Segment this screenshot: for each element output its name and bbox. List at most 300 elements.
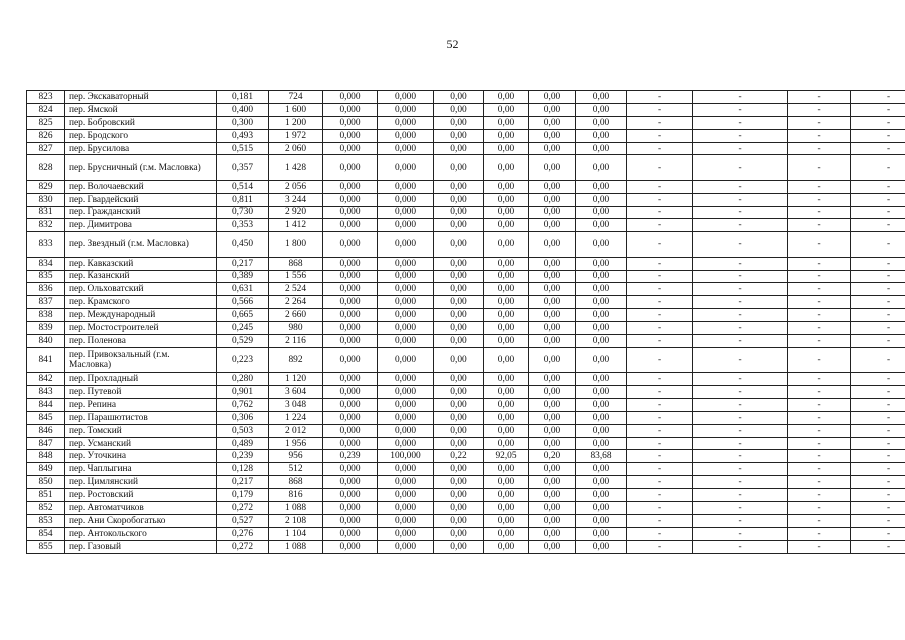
cell-area: 2 920 bbox=[269, 206, 323, 219]
cell-val-a: 0,000 bbox=[323, 502, 378, 515]
cell-area: 1 088 bbox=[269, 540, 323, 553]
cell-col-14: - bbox=[851, 296, 905, 309]
cell-street-name: пер. Звездный (г.м. Масловка) bbox=[65, 232, 217, 257]
cell-col-14: - bbox=[851, 309, 905, 322]
cell-street-name: пер. Крамского bbox=[65, 296, 217, 309]
table-row bbox=[27, 347, 905, 372]
cell-val-d: 0,00 bbox=[484, 424, 529, 437]
cell-col-13: - bbox=[788, 283, 851, 296]
cell-val-a: 0,000 bbox=[323, 463, 378, 476]
cell-val-c: 0,00 bbox=[434, 411, 484, 424]
cell-val-e: 0,00 bbox=[529, 398, 576, 411]
cell-col-13: - bbox=[788, 91, 851, 104]
cell-length-km: 0,179 bbox=[217, 489, 269, 502]
cell-area: 892 bbox=[269, 347, 323, 372]
cell-street-name: пер. Мостостроителей bbox=[65, 322, 217, 335]
cell-length-km: 0,493 bbox=[217, 129, 269, 142]
cell-val-b: 0,000 bbox=[378, 489, 434, 502]
cell-street-name: пер. Международный bbox=[65, 309, 217, 322]
table-row bbox=[27, 206, 905, 219]
cell-col-13: - bbox=[788, 270, 851, 283]
cell-col-14: - bbox=[851, 386, 905, 399]
cell-col-11: - bbox=[627, 540, 693, 553]
cell-val-f: 0,00 bbox=[576, 514, 627, 527]
cell-val-f: 0,00 bbox=[576, 129, 627, 142]
cell-length-km: 0,181 bbox=[217, 91, 269, 104]
cell-val-f: 0,00 bbox=[576, 180, 627, 193]
cell-val-a: 0,000 bbox=[323, 476, 378, 489]
cell-val-d: 0,00 bbox=[484, 386, 529, 399]
cell-area: 868 bbox=[269, 476, 323, 489]
cell-length-km: 0,811 bbox=[217, 193, 269, 206]
cell-area: 1 972 bbox=[269, 129, 323, 142]
cell-col-11: - bbox=[627, 334, 693, 347]
cell-length-km: 0,762 bbox=[217, 398, 269, 411]
cell-col-14: - bbox=[851, 398, 905, 411]
cell-val-a: 0,000 bbox=[323, 206, 378, 219]
cell-row-number: 854 bbox=[27, 527, 65, 540]
cell-col-12: - bbox=[693, 103, 788, 116]
cell-row-number: 832 bbox=[27, 219, 65, 232]
cell-col-11: - bbox=[627, 373, 693, 386]
cell-col-14: - bbox=[851, 129, 905, 142]
cell-val-b: 0,000 bbox=[378, 219, 434, 232]
cell-area: 868 bbox=[269, 257, 323, 270]
cell-street-name: пер. Казанский bbox=[65, 270, 217, 283]
cell-row-number: 852 bbox=[27, 502, 65, 515]
cell-val-c: 0,00 bbox=[434, 142, 484, 155]
cell-val-f: 0,00 bbox=[576, 232, 627, 257]
cell-val-f: 0,00 bbox=[576, 206, 627, 219]
cell-val-d: 0,00 bbox=[484, 463, 529, 476]
cell-col-11: - bbox=[627, 270, 693, 283]
cell-val-a: 0,000 bbox=[323, 91, 378, 104]
cell-val-b: 100,000 bbox=[378, 450, 434, 463]
cell-col-14: - bbox=[851, 103, 905, 116]
cell-area: 2 056 bbox=[269, 180, 323, 193]
cell-val-f: 0,00 bbox=[576, 283, 627, 296]
cell-col-12: - bbox=[693, 283, 788, 296]
cell-val-e: 0,00 bbox=[529, 527, 576, 540]
cell-val-e: 0,00 bbox=[529, 296, 576, 309]
cell-area: 1 800 bbox=[269, 232, 323, 257]
cell-val-c: 0,00 bbox=[434, 386, 484, 399]
table-row bbox=[27, 129, 905, 142]
cell-row-number: 855 bbox=[27, 540, 65, 553]
cell-val-f: 0,00 bbox=[576, 386, 627, 399]
cell-col-12: - bbox=[693, 296, 788, 309]
table-row bbox=[27, 116, 905, 129]
cell-val-f: 0,00 bbox=[576, 257, 627, 270]
cell-area: 3 604 bbox=[269, 386, 323, 399]
cell-val-d: 0,00 bbox=[484, 476, 529, 489]
cell-col-14: - bbox=[851, 232, 905, 257]
cell-col-14: - bbox=[851, 155, 905, 180]
cell-val-e: 0,00 bbox=[529, 437, 576, 450]
cell-col-14: - bbox=[851, 116, 905, 129]
cell-row-number: 841 bbox=[27, 347, 65, 372]
cell-col-14: - bbox=[851, 347, 905, 372]
cell-col-11: - bbox=[627, 450, 693, 463]
cell-val-d: 0,00 bbox=[484, 103, 529, 116]
cell-val-c: 0,22 bbox=[434, 450, 484, 463]
table-row bbox=[27, 155, 905, 180]
cell-col-11: - bbox=[627, 386, 693, 399]
cell-col-11: - bbox=[627, 411, 693, 424]
cell-val-e: 0,00 bbox=[529, 270, 576, 283]
cell-street-name: пер. Гвардейский bbox=[65, 193, 217, 206]
cell-col-11: - bbox=[627, 103, 693, 116]
cell-length-km: 0,223 bbox=[217, 347, 269, 372]
cell-val-e: 0,00 bbox=[529, 514, 576, 527]
cell-col-12: - bbox=[693, 270, 788, 283]
cell-val-f: 0,00 bbox=[576, 411, 627, 424]
cell-val-b: 0,000 bbox=[378, 91, 434, 104]
cell-val-f: 0,00 bbox=[576, 219, 627, 232]
cell-val-c: 0,00 bbox=[434, 270, 484, 283]
cell-street-name: пер. Цимлянский bbox=[65, 476, 217, 489]
cell-val-a: 0,000 bbox=[323, 232, 378, 257]
cell-col-13: - bbox=[788, 155, 851, 180]
cell-val-a: 0,000 bbox=[323, 180, 378, 193]
cell-val-c: 0,00 bbox=[434, 334, 484, 347]
cell-col-13: - bbox=[788, 103, 851, 116]
cell-col-14: - bbox=[851, 502, 905, 515]
cell-row-number: 834 bbox=[27, 257, 65, 270]
cell-val-a: 0,000 bbox=[323, 334, 378, 347]
cell-val-b: 0,000 bbox=[378, 129, 434, 142]
cell-val-e: 0,00 bbox=[529, 334, 576, 347]
cell-row-number: 840 bbox=[27, 334, 65, 347]
cell-col-12: - bbox=[693, 193, 788, 206]
cell-val-e: 0,00 bbox=[529, 309, 576, 322]
cell-street-name: пер. Поленова bbox=[65, 334, 217, 347]
cell-street-name: пер. Ольховатский bbox=[65, 283, 217, 296]
cell-col-11: - bbox=[627, 489, 693, 502]
table-row bbox=[27, 219, 905, 232]
cell-col-13: - bbox=[788, 386, 851, 399]
cell-val-f: 0,00 bbox=[576, 489, 627, 502]
cell-row-number: 825 bbox=[27, 116, 65, 129]
table-row bbox=[27, 386, 905, 399]
cell-col-14: - bbox=[851, 270, 905, 283]
cell-val-a: 0,000 bbox=[323, 347, 378, 372]
cell-val-b: 0,000 bbox=[378, 347, 434, 372]
cell-length-km: 0,515 bbox=[217, 142, 269, 155]
cell-row-number: 842 bbox=[27, 373, 65, 386]
cell-val-c: 0,00 bbox=[434, 283, 484, 296]
cell-val-a: 0,000 bbox=[323, 322, 378, 335]
cell-val-e: 0,00 bbox=[529, 373, 576, 386]
cell-col-13: - bbox=[788, 116, 851, 129]
cell-val-e: 0,00 bbox=[529, 103, 576, 116]
cell-val-e: 0,00 bbox=[529, 502, 576, 515]
cell-col-12: - bbox=[693, 309, 788, 322]
cell-col-12: - bbox=[693, 257, 788, 270]
cell-col-14: - bbox=[851, 373, 905, 386]
cell-col-13: - bbox=[788, 334, 851, 347]
cell-row-number: 829 bbox=[27, 180, 65, 193]
cell-val-b: 0,000 bbox=[378, 322, 434, 335]
table-row bbox=[27, 232, 905, 257]
cell-val-c: 0,00 bbox=[434, 309, 484, 322]
cell-col-13: - bbox=[788, 322, 851, 335]
cell-val-e: 0,00 bbox=[529, 142, 576, 155]
cell-col-12: - bbox=[693, 180, 788, 193]
cell-val-f: 0,00 bbox=[576, 142, 627, 155]
cell-col-12: - bbox=[693, 463, 788, 476]
cell-col-14: - bbox=[851, 91, 905, 104]
cell-area: 2 012 bbox=[269, 424, 323, 437]
cell-val-c: 0,00 bbox=[434, 180, 484, 193]
cell-val-c: 0,00 bbox=[434, 540, 484, 553]
cell-col-14: - bbox=[851, 424, 905, 437]
cell-col-12: - bbox=[693, 116, 788, 129]
cell-val-d: 0,00 bbox=[484, 232, 529, 257]
cell-street-name: пер. Ростовский bbox=[65, 489, 217, 502]
cell-val-c: 0,00 bbox=[434, 373, 484, 386]
cell-val-b: 0,000 bbox=[378, 180, 434, 193]
table-row bbox=[27, 424, 905, 437]
cell-street-name: пер. Брусилова bbox=[65, 142, 217, 155]
cell-col-13: - bbox=[788, 463, 851, 476]
cell-row-number: 826 bbox=[27, 129, 65, 142]
cell-col-14: - bbox=[851, 283, 905, 296]
table-row bbox=[27, 514, 905, 527]
cell-col-14: - bbox=[851, 411, 905, 424]
cell-val-f: 0,00 bbox=[576, 116, 627, 129]
table-row bbox=[27, 437, 905, 450]
cell-val-f: 0,00 bbox=[576, 91, 627, 104]
cell-length-km: 0,527 bbox=[217, 514, 269, 527]
table-row bbox=[27, 411, 905, 424]
cell-val-e: 0,00 bbox=[529, 180, 576, 193]
cell-val-a: 0,000 bbox=[323, 283, 378, 296]
cell-col-12: - bbox=[693, 129, 788, 142]
cell-val-f: 0,00 bbox=[576, 193, 627, 206]
cell-length-km: 0,280 bbox=[217, 373, 269, 386]
cell-col-12: - bbox=[693, 386, 788, 399]
cell-val-e: 0,00 bbox=[529, 193, 576, 206]
cell-val-f: 0,00 bbox=[576, 270, 627, 283]
cell-val-f: 0,00 bbox=[576, 540, 627, 553]
cell-col-11: - bbox=[627, 91, 693, 104]
cell-val-d: 0,00 bbox=[484, 155, 529, 180]
cell-length-km: 0,529 bbox=[217, 334, 269, 347]
cell-val-f: 0,00 bbox=[576, 347, 627, 372]
cell-col-12: - bbox=[693, 411, 788, 424]
cell-val-d: 0,00 bbox=[484, 322, 529, 335]
cell-col-14: - bbox=[851, 180, 905, 193]
cell-val-b: 0,000 bbox=[378, 398, 434, 411]
cell-length-km: 0,276 bbox=[217, 527, 269, 540]
cell-col-12: - bbox=[693, 373, 788, 386]
cell-length-km: 0,357 bbox=[217, 155, 269, 180]
cell-val-e: 0,00 bbox=[529, 116, 576, 129]
cell-col-13: - bbox=[788, 347, 851, 372]
cell-street-name: пер. Бобровский bbox=[65, 116, 217, 129]
cell-street-name: пер. Автоматчиков bbox=[65, 502, 217, 515]
cell-col-14: - bbox=[851, 437, 905, 450]
cell-col-12: - bbox=[693, 424, 788, 437]
cell-row-number: 843 bbox=[27, 386, 65, 399]
table-row bbox=[27, 270, 905, 283]
cell-street-name: пер. Волочаевский bbox=[65, 180, 217, 193]
cell-street-name: пер. Бродского bbox=[65, 129, 217, 142]
cell-area: 2 116 bbox=[269, 334, 323, 347]
cell-val-a: 0,000 bbox=[323, 373, 378, 386]
cell-length-km: 0,245 bbox=[217, 322, 269, 335]
table-row bbox=[27, 476, 905, 489]
cell-val-a: 0,000 bbox=[323, 219, 378, 232]
cell-val-a: 0,000 bbox=[323, 424, 378, 437]
cell-street-name: пер. Томский bbox=[65, 424, 217, 437]
cell-col-14: - bbox=[851, 219, 905, 232]
cell-val-d: 0,00 bbox=[484, 193, 529, 206]
street-data-table bbox=[26, 90, 905, 554]
cell-length-km: 0,300 bbox=[217, 116, 269, 129]
cell-col-11: - bbox=[627, 476, 693, 489]
cell-street-name: пер. Путевой bbox=[65, 386, 217, 399]
cell-val-e: 0,00 bbox=[529, 424, 576, 437]
cell-street-name: пер. Чаплыгина bbox=[65, 463, 217, 476]
cell-col-11: - bbox=[627, 116, 693, 129]
cell-col-11: - bbox=[627, 296, 693, 309]
cell-col-12: - bbox=[693, 476, 788, 489]
cell-col-14: - bbox=[851, 193, 905, 206]
cell-val-c: 0,00 bbox=[434, 103, 484, 116]
cell-val-b: 0,000 bbox=[378, 424, 434, 437]
cell-val-d: 0,00 bbox=[484, 347, 529, 372]
cell-col-13: - bbox=[788, 437, 851, 450]
cell-val-a: 0,000 bbox=[323, 193, 378, 206]
cell-length-km: 0,901 bbox=[217, 386, 269, 399]
cell-val-b: 0,000 bbox=[378, 155, 434, 180]
cell-val-d: 0,00 bbox=[484, 206, 529, 219]
cell-col-11: - bbox=[627, 437, 693, 450]
cell-val-b: 0,000 bbox=[378, 283, 434, 296]
cell-area: 2 060 bbox=[269, 142, 323, 155]
cell-val-d: 0,00 bbox=[484, 411, 529, 424]
cell-val-b: 0,000 bbox=[378, 309, 434, 322]
cell-col-12: - bbox=[693, 502, 788, 515]
cell-val-c: 0,00 bbox=[434, 437, 484, 450]
cell-col-13: - bbox=[788, 257, 851, 270]
cell-col-13: - bbox=[788, 411, 851, 424]
table-row bbox=[27, 540, 905, 553]
cell-val-a: 0,000 bbox=[323, 270, 378, 283]
cell-col-13: - bbox=[788, 232, 851, 257]
cell-col-14: - bbox=[851, 540, 905, 553]
cell-val-c: 0,00 bbox=[434, 206, 484, 219]
cell-col-12: - bbox=[693, 219, 788, 232]
cell-val-f: 83,68 bbox=[576, 450, 627, 463]
cell-val-a: 0,000 bbox=[323, 540, 378, 553]
cell-val-d: 0,00 bbox=[484, 514, 529, 527]
cell-row-number: 835 bbox=[27, 270, 65, 283]
cell-val-f: 0,00 bbox=[576, 437, 627, 450]
cell-val-b: 0,000 bbox=[378, 527, 434, 540]
cell-length-km: 0,217 bbox=[217, 257, 269, 270]
cell-row-number: 831 bbox=[27, 206, 65, 219]
cell-val-d: 0,00 bbox=[484, 502, 529, 515]
cell-val-a: 0,239 bbox=[323, 450, 378, 463]
cell-street-name: пер. Гражданский bbox=[65, 206, 217, 219]
cell-val-d: 0,00 bbox=[484, 373, 529, 386]
cell-row-number: 824 bbox=[27, 103, 65, 116]
cell-row-number: 847 bbox=[27, 437, 65, 450]
cell-val-a: 0,000 bbox=[323, 103, 378, 116]
cell-val-c: 0,00 bbox=[434, 476, 484, 489]
cell-col-11: - bbox=[627, 193, 693, 206]
cell-val-c: 0,00 bbox=[434, 232, 484, 257]
cell-val-d: 0,00 bbox=[484, 142, 529, 155]
table-row bbox=[27, 283, 905, 296]
cell-val-a: 0,000 bbox=[323, 489, 378, 502]
cell-col-11: - bbox=[627, 129, 693, 142]
cell-col-13: - bbox=[788, 450, 851, 463]
cell-col-13: - bbox=[788, 514, 851, 527]
cell-val-d: 0,00 bbox=[484, 180, 529, 193]
cell-val-b: 0,000 bbox=[378, 206, 434, 219]
cell-col-12: - bbox=[693, 322, 788, 335]
cell-col-13: - bbox=[788, 142, 851, 155]
cell-val-f: 0,00 bbox=[576, 424, 627, 437]
cell-val-d: 0,00 bbox=[484, 398, 529, 411]
cell-street-name: пер. Димитрова bbox=[65, 219, 217, 232]
cell-col-11: - bbox=[627, 219, 693, 232]
cell-col-13: - bbox=[788, 180, 851, 193]
table-row bbox=[27, 91, 905, 104]
table-row bbox=[27, 103, 905, 116]
cell-row-number: 828 bbox=[27, 155, 65, 180]
cell-val-a: 0,000 bbox=[323, 129, 378, 142]
cell-val-b: 0,000 bbox=[378, 514, 434, 527]
cell-col-12: - bbox=[693, 347, 788, 372]
cell-area: 1 224 bbox=[269, 411, 323, 424]
cell-val-f: 0,00 bbox=[576, 334, 627, 347]
table-row bbox=[27, 398, 905, 411]
cell-row-number: 845 bbox=[27, 411, 65, 424]
table-row bbox=[27, 373, 905, 386]
table-row bbox=[27, 502, 905, 515]
cell-col-11: - bbox=[627, 206, 693, 219]
cell-val-f: 0,00 bbox=[576, 463, 627, 476]
cell-val-d: 92,05 bbox=[484, 450, 529, 463]
cell-col-13: - bbox=[788, 424, 851, 437]
cell-col-11: - bbox=[627, 322, 693, 335]
cell-val-e: 0,00 bbox=[529, 463, 576, 476]
cell-val-c: 0,00 bbox=[434, 424, 484, 437]
cell-col-11: - bbox=[627, 514, 693, 527]
cell-val-e: 0,00 bbox=[529, 219, 576, 232]
table-row bbox=[27, 489, 905, 502]
cell-val-e: 0,00 bbox=[529, 476, 576, 489]
cell-col-12: - bbox=[693, 334, 788, 347]
cell-length-km: 0,514 bbox=[217, 180, 269, 193]
cell-col-11: - bbox=[627, 347, 693, 372]
cell-col-11: - bbox=[627, 527, 693, 540]
cell-length-km: 0,272 bbox=[217, 540, 269, 553]
table-row bbox=[27, 193, 905, 206]
cell-val-a: 0,000 bbox=[323, 296, 378, 309]
cell-val-b: 0,000 bbox=[378, 437, 434, 450]
cell-val-e: 0,00 bbox=[529, 347, 576, 372]
cell-col-12: - bbox=[693, 206, 788, 219]
cell-val-d: 0,00 bbox=[484, 270, 529, 283]
cell-col-14: - bbox=[851, 489, 905, 502]
cell-length-km: 0,450 bbox=[217, 232, 269, 257]
